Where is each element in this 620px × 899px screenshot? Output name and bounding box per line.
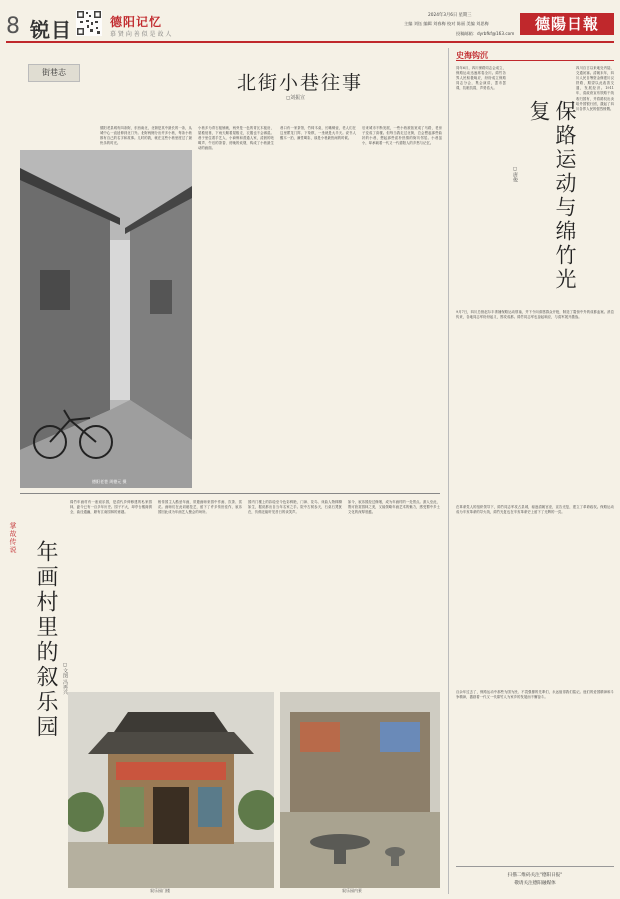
story3-p4: 在革命党人的组织领导下，绵竹同志军攻占县城，驱逐清朝官吏，宣告光复，建立了革命政权。保路运动成为辛亥革命的导火线，绵竹光复也在辛亥革命史上留下了光辉的一页。	[456, 505, 614, 515]
story1-col3: 巷口有一家茶馆，竹椅木桌，长嘴铜壶，老人们在这里摆龙门阵、下象棋，一坐就是大半天。说书人醒木一拍，满堂喝彩，那是小巷最热闹的时候。	[280, 126, 356, 141]
story2-col2: 相传园主人酷爱年画，常邀画师来园中作画、饮茶、赏花。画师们在此切磋技艺，留下了许多传世佳作，叙乐园因此成为年画艺人聚会的场所。	[158, 500, 242, 515]
interior-photo	[280, 692, 440, 888]
column-tag-label: 街巷志	[42, 68, 66, 77]
story-divider	[20, 493, 440, 494]
old-alley-photo	[20, 150, 192, 488]
story2-col4: 如今，叙乐园经过修缮，成为年画村的一处景点。游人至此，既可欣赏园林之美，又能领略年画艺术的魅力，感受蜀中乡土文化的深厚底蕴。	[348, 500, 440, 515]
story1-col2: 小巷多为青石板铺就，两旁是一色的青瓦木板房，屋檐低垂，下雨天顺着屋檐走，衣服也不会淋湿。巷子里住着手艺人、小商贩和普通人家，清晨的吆喝声、午后的茶香、傍晚的炊烟，构成了小巷最生动的画面。	[198, 126, 274, 151]
ad-rule	[456, 866, 614, 867]
masthead: 德陽日報	[520, 13, 614, 35]
editor-info: 主编 刘钰 编辑 刘春梅 校对 陈丽 美编 刘思梅	[404, 21, 489, 26]
right-tag-rule	[456, 60, 614, 61]
story2-caption-right: 叙乐园内景	[342, 888, 362, 893]
column-title: 德阳记忆	[110, 15, 163, 29]
header-rule	[6, 41, 614, 43]
story2-byline: ◻文图 冯再兴	[62, 662, 68, 695]
story3-p5: 百余年过去了，保路运动中那些为国为民、不畏强暴的先辈们，永远值得我们铭记。他们的爱国精神和斗争精神，激励着一代又一代绵竹人为家乡的发展而不懈奋斗。	[456, 690, 614, 700]
email: 投稿邮箱：dyrbfkf@163.com	[456, 31, 515, 36]
ad-line-1: 扫描二维码关注"德阳日报"	[507, 873, 563, 878]
story3-top-right: 四川自古以来地处内陆，交通闭塞。清朝末年，四川人民自筹资金修建川汉铁路，期望以此改善交通，发展经济。1911年，清政府宣布铁路干线收归国有，并将路权出卖给外国银行团，激起了四川各界人民的强烈愤慨。	[576, 66, 614, 111]
right-column-divider	[448, 48, 449, 894]
story1-byline: ◻刘振宣	[286, 95, 306, 101]
story2-caption-left: 叙乐园门楼	[150, 888, 170, 893]
gate-photo	[68, 692, 274, 888]
column-tag-shihai: 史海钩沉	[456, 50, 488, 60]
story3-title: 保路运动与绵竹光复	[527, 100, 577, 292]
story1-photo-caption: 德阳老巷 周德元 摄	[92, 479, 127, 484]
story3-byline: ◻唐俊	[512, 166, 518, 182]
qr-code-icon	[76, 10, 102, 36]
column-tag-zhanggu: 掌故传说	[9, 522, 17, 554]
date-info: 2024年3月6日 星期三	[428, 13, 472, 18]
story2-title: 年画村里的叙乐园	[33, 540, 58, 740]
story3-top-left: 同年6月，四川保路同志会成立，保路运动迅速席卷全川。绵竹各界人民积极响应，纷纷成立保路同志分会，集会演讲，罢市罢课，抗粮抗捐，声势浩大。	[456, 66, 506, 91]
story1-col4: 后来城市不断发展，一些小巷被拓宽成了马路，老房子变成了高楼。但每当我走过北街，总会想起那些曲折的小巷，想起那些质朴热情的街坊邻居。小巷虽小，却承载着一代又一代德阳人的乡愁与记忆。	[362, 126, 442, 146]
column-tag-jiexiang	[28, 64, 80, 82]
story2-col3: 园内门楼上的彩绘至今色彩鲜艳，门神、花鸟、戏曲人物栩栩如生，据说都出自当年名家之手。院中古树参天，石桌石凳犹在，仿佛还能听见昔日的谈笑声。	[248, 500, 342, 515]
column-slogan: 慕 贤 向 善 似 是 故 人	[110, 31, 172, 38]
story1-col1: 德阳老县城有四条街，东西南北，北街是其中最长的一条，从城中心一直延伸到北门外。北街两侧分出许多小巷，每条小巷都有自己的名字和故事。儿时的我，就在这些小巷里度过了最快乐的时光。	[100, 126, 192, 146]
ad-line-2: 敬请关注德阳融媒体	[514, 881, 556, 886]
story3-p3: 9月7日，四川总督赵尔丰诱捕保路运动领袖，并下令向请愿群众开枪，制造了震惊中外的成都血案。消息传来，各地同志军纷纷起义，围攻成都。绵竹同志军也奋起响应，与清军展开激战。	[456, 310, 614, 320]
story2-col1: 绵竹年画村有一座叙乐园，是清代乡绅修建的私家园林，距今已有一百多年历史。园子不大，却亭台楼阁俱全，曲径通幽，颇有江南园林的意趣。	[70, 500, 152, 515]
story1-title: 北街小巷往事	[236, 72, 363, 94]
section-name: 锐目	[30, 18, 72, 42]
page-number: 8	[6, 14, 20, 39]
